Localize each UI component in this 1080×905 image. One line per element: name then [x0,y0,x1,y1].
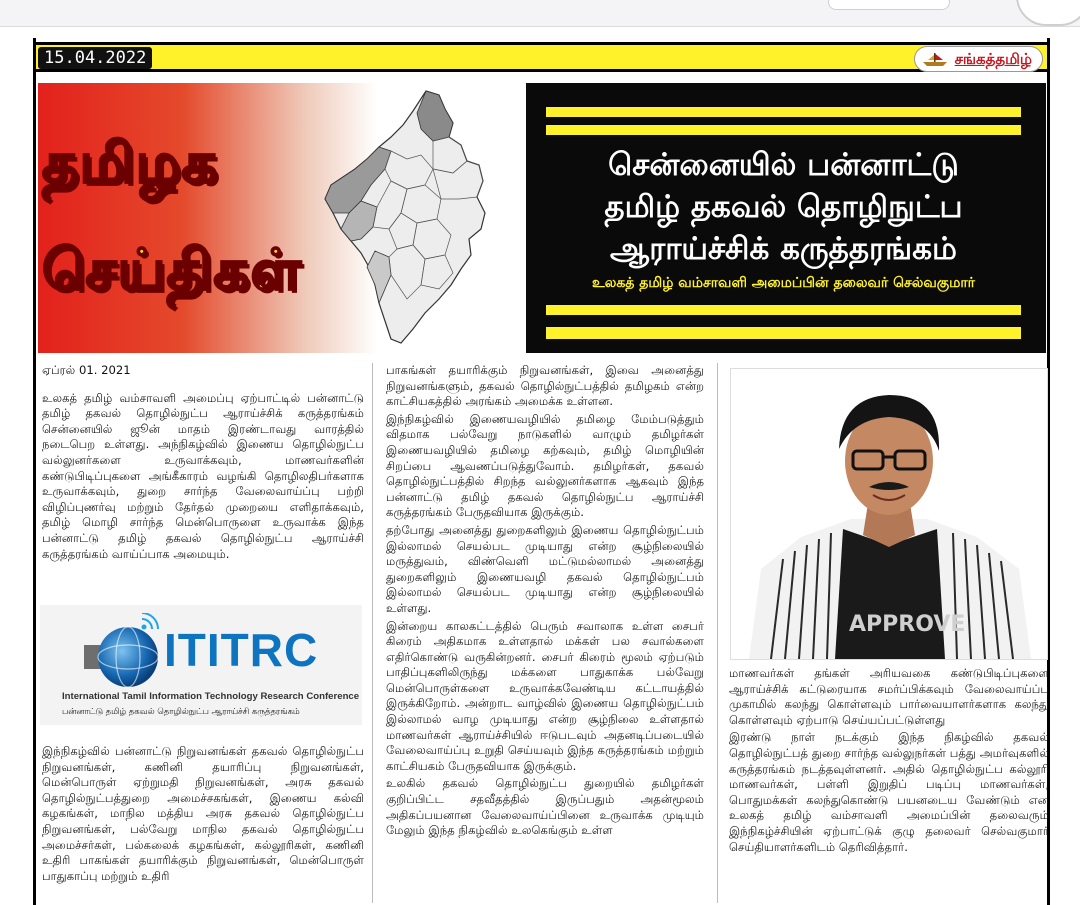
article-paragraph: உலகில் தகவல் தொழில்நுட்ப துறையில் தமிழர்கள் குறிப்பிட்ட சதவீதத்தில் இருப்பதும் அதன்மூலம் அதிகப்பயனான வேலைவாய்ப்பினை உருவாக்க முடியும் மேலும் இந்த நிகழ்வில் உலகெங்கும் உள்ள [386,776,704,838]
article-paragraph: இந்நிகழ்வில் இணையவழியில் தமிழை மேம்படுத்தும் விதமாக பல்வேறு நாடுகளில் வாழும் தமிழர்கள் இணையவழியில் தமிழை கற்கவும், தமிழ் மொழியின் சிறப்பை ஆவணப்படுத்துவோம். தமிழர்கள், தகவல் தொழில்நுட்பத்தில் சிறந்த வல்லுனர்களாக ஆகவும் இந்த பன்னாட்டு தமிழ் தகவல் தொழில்நுட்ப ஆராய்ச்சி கருத்தரங்கம் பேருதவியாக இருக்கும். [386,411,704,520]
top-pill-control[interactable] [828,0,950,10]
top-corner-control[interactable] [1016,0,1080,26]
article-paragraph: பாகங்கள் தயாரிக்கும் நிறுவனங்கள், இவை அனைத்து நிறுவனங்களும், தகவல் தொழில்நுட்பத்தில் தமிழகம் என்ற காட்சியகத்தில் அரங்கம் அமைக்க உள்ளன. [386,363,704,409]
ititrc-full-name: International Tamil Information Technology Research Conference [62,691,360,702]
article-column-1 [42,363,364,564]
newspaper-page [33,38,1050,905]
article-paragraph: இரண்டு நாள் நடக்கும் இந்த நிகழ்வில் தகவல் தொழில்நுட்பத் துறை சார்ந்த வல்லுநர்கள் பத்து அமர்வுகளில் கருத்தரங்கம் நடத்தவுள்ளனர். அதில் தொழில்நுட்ப கல்லூரி மாணவர்கள், பள்ளி இறுதிப் படிப்பு மாணவர்கள், பொதுமக்கள் கலந்துகொண்டு பயனடைய வேண்டும் என உலகத் தமிழ் வம்சாவளி அமைப்பின் தலைவரும் இந்நிகழ்ச்சியின் ஏற்பாட்டுக் குழு தலைவர் செல்வகுமார் செய்தியாளர்களிடம் தெரிவித்தார். [729,730,1049,854]
ititrc-tamil-name: பன்னாட்டு தமிழ் தகவல் தொழில்நுட்ப ஆராய்ச்சி கருத்தரங்கம் [62,706,300,716]
issue-date: 15.04.2022 [38,47,152,69]
headline-line-2: தமிழ் தகவல் தொழிநுட்ப [604,189,963,225]
ship-icon [921,51,949,67]
banner-word-seithigal: செய்திகள் [42,238,302,303]
headline-line-1: சென்னையில் பன்னாட்டு [608,147,959,183]
ititrc-title: ITITRC [164,624,319,676]
logo-text: சங்கத்தமிழ் [954,50,1032,68]
article-paragraph: மாணவர்கள் தங்கள் அரியவகை கண்டுபிடிப்புகளை ஆராய்ச்சிக் கட்டுரையாக சமர்ப்பிக்கவும் வேலைவாய்ப்பு முகாமில் கலந்து கொள்ளவும் பார்வையாளர்களாக கலந்து கொள்ளவும் ஏற்பாடு செய்யப்பட்டுள்ளது [729,666,1049,727]
column-divider [717,363,718,903]
headline-line-3: ஆராய்ச்சிக் கருத்தரங்கம் [610,231,957,267]
article-column-3 [729,666,1049,857]
banner-word-tamilaga: தமிழக [42,131,219,196]
banner-yellow-rule [546,305,1021,315]
headline-subline: உலகத் தமிழ் வம்சாவளி அமைப்பின் தலைவர் செல்வகுமார் [592,275,975,291]
person-photo [730,368,1048,660]
article-paragraph: உலகத் தமிழ் வம்சாவளி அமைப்பு ஏற்பாட்டில் பன்னாட்டு தமிழ் தகவல் தொழில்நுட்ப ஆராய்ச்சிக் கருத்தரங்கம் சென்னையில் ஜூன் மாதம் இரண்டாவது வாரத்தில் நடைபெற உள்ளது. அந்நிகழ்வில் இணைய தொழில்நுட்ப வல்லுனர்களை உருவாக்கவும், மாணவர்களின் கண்டுபிடிப்புகளை அங்கீகாரம் வழங்கி தொழிலதிபர்களாக உருவாக்கவும், துறை சார்ந்த வேலைவாய்ப்பு பற்றி விழிப்புணர்வு மற்றும் தேர்தல் முறையை எளிதாக்கவும், தமிழ் மொழி சார்ந்த மென்பொருளை உருவாக்க இந்த பன்னாட்டு தமிழ் தகவல் தொழில்நுட்ப ஆராய்ச்சி கருத்தரங்கம் வாய்ப்பாக அமையும். [42,390,364,561]
shirt-text: APPROVE [849,612,966,637]
banner-yellow-rule [546,107,1021,117]
ititrc-logo [40,605,362,725]
article-column-2 [386,363,704,841]
article-paragraph: தற்போது அனைத்து துறைகளிலும் இணைய தொழில்நுட்பம் இல்லாமல் செயல்பட முடியாது என்ற சூழ்நிலையில் மருத்துவம், விண்வெளி மட்டுமல்லாமல் அனைத்து துறைகளிலும் இணையவழி தகவல் தொழில்நுட்பம் இல்லாமல் செயல்பட முடியாது என்ற சூழ்நிலையில் உள்ளது. [386,522,704,615]
tamilnadu-map-icon [321,89,511,347]
globe-icon [84,613,162,691]
banner-yellow-rule [546,327,1021,339]
article-column-1-bottom [42,744,364,886]
column-divider [372,363,373,903]
article-paragraph: இந்நிகழ்வில் பன்னாட்டு நிறுவனங்கள் தகவல் தொழில்நுட்ப நிறுவனங்கள், கணினி தயாரிப்பு நிறுவனங்கள், மென்பொருள் ஏற்றுமதி நிறுவனங்கள், அரசு தகவல் தொழில்நுட்பத்துறை அமைச்சகங்கள், இணைய கல்வி கழகங்கள், மாநில மத்திய அரசு தகவல் தொழில்நுட்ப நிறுவனங்கள், பல்வேறு மாநில தகவல் தொழில்நுட்ப அமைச்சர்கள், பல்கலைக் கழகங்கள், கல்லூரிகள், கணினி உதிரி பாகங்கள் தயாரிக்கும் நிறுவனங்கள், மென்பொருள் பாதுகாப்பு மற்றும் உதிரி [42,744,364,883]
banner-headline-panel [526,83,1046,353]
page-header [36,42,1047,72]
publication-logo [914,46,1043,72]
article-date: ஏப்ரல் 01. 2021 [42,363,131,377]
banner-yellow-rule [546,125,1021,135]
banner-left-panel [38,83,522,353]
article-paragraph: இன்றைய காலகட்டத்தில் பெரும் சவாலாக உள்ள சைபர் கிரைம் அதிகமாக உள்ளதால் மக்கள் பல சவால்களை எதிர்கொண்டு வருகின்றனர். சைபர் கிரைம் மூலம் ஏற்படும் பாதிப்புகளிலிருந்து மக்களை பாதுகாக்க பல்வேறு மென்பொருள்களை உருவாக்கவேண்டிய கட்டாயத்தில் இருக்கிறோம். அன்றாட வாழ்வில் இணைய தொழில்நுட்பம் இல்லாமல் வாழ முடியாது என்ற சூழ்நிலை உள்ளதால் மாணவர்கள் ஆராய்ச்சியில் ஈடுபடவும் அதனடிப்படையில் வேலைவாய்ப்பு உறுதி செய்யவும் இந்த கருத்தரங்கம் மற்றும் காட்சியகம் பேருதவியாக இருக்கும். [386,618,704,773]
browser-top-strip [0,0,1080,27]
person-portrait [731,369,1047,659]
